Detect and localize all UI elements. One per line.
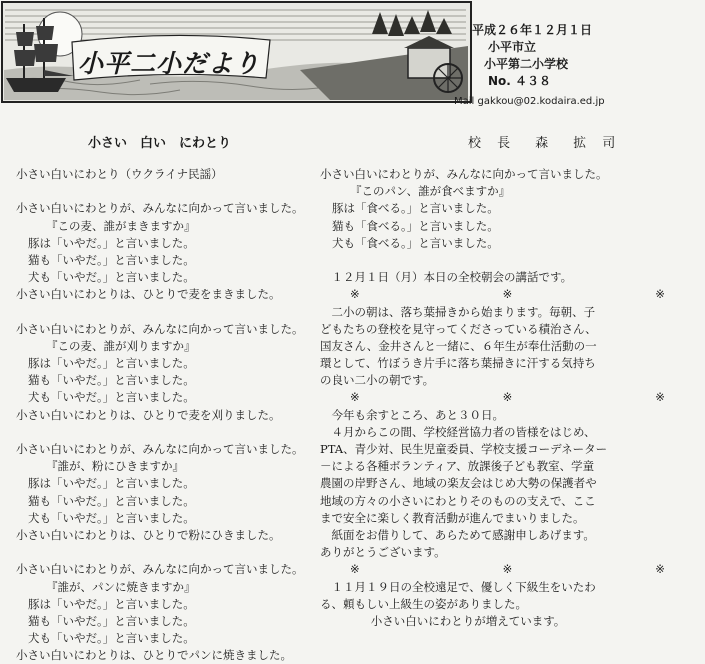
- issue-info: [472, 22, 593, 90]
- text-line: 小さい白いにわとりは、ひとりで麦を刈りました。: [16, 407, 281, 422]
- right-column: [320, 166, 705, 630]
- text-line: 農園の岸野さん、地域の楽友会はじめ大勢の保護者や: [320, 476, 597, 491]
- blank-line: [16, 183, 311, 200]
- text-line: 二小の朝は、落ち葉掃きから始まります。毎朝、子: [320, 304, 596, 319]
- issue-city: 小平市立: [488, 40, 537, 54]
- text-line: 『この麦、誰が刈りますか』: [46, 338, 196, 353]
- issue-school: 小平第二小学校: [484, 57, 569, 71]
- text-line: ありがとうございます。: [320, 545, 446, 560]
- article-author: 校 長 森 拡 司: [468, 136, 622, 151]
- text-line: 豚は「いやだ。」と言いました。: [28, 476, 195, 491]
- blank-line: [320, 252, 616, 269]
- text-line: る、頼もしい上級生の姿がありました。: [320, 596, 527, 611]
- text-line: 小さい白いにわとりが、みんなに向かって言いました。: [16, 201, 304, 216]
- text-line: 紙面をお借りして、あらためて感謝申しあげます。: [320, 527, 595, 542]
- newsletter-title: 小平二小だより: [78, 49, 261, 78]
- text-line: ４月からこの間、学校経営協力者の皆様をはじめ、: [320, 424, 596, 439]
- text-line: 猫も「いやだ。」と言いました。: [28, 613, 195, 628]
- text-line: 小さい白いにわとりが、みんなに向かって言いました。: [16, 562, 304, 577]
- text-line: 猫も「いやだ。」と言いました。: [28, 493, 195, 508]
- text-line: 小さい白いにわとりが、みんなに向かって言いました。: [320, 167, 608, 181]
- text-line: 猫も「いやだ。」と言いました。: [28, 373, 195, 388]
- text-line: 小さい白いにわとりは、ひとりで粉にひきました。: [16, 527, 281, 542]
- text-line: 犬も「いやだ。」と言いました。: [28, 270, 195, 285]
- text-line: 小さい白いにわとりは、ひとりで麦をまきました。: [16, 287, 281, 302]
- text-line: 小さい白いにわとりが、みんなに向かって言いました。: [16, 321, 304, 336]
- text-line: まで安全に楽しく教育活動が進んでまいりました。: [320, 510, 585, 525]
- blank-line: [16, 304, 311, 321]
- text-line: 『このパン、誰が食べますか』: [350, 184, 511, 199]
- masthead: [0, 0, 623, 112]
- text-line: 豚は「食べる。」と言いました。: [332, 201, 499, 216]
- text-line: PTA、青少対、民生児童委員、学校支援コーデネーター: [320, 442, 608, 456]
- text-line: 『誰が、パンに焼きますか』: [46, 579, 196, 594]
- text-line: １２月１日（月）本日の全校朝会の講話です。: [320, 270, 573, 285]
- text-line: ※ ※ ※: [350, 562, 705, 577]
- text-line: 猫も「食べる。」と言いました。: [332, 218, 499, 233]
- text-line: 『誰が、粉にひきますか』: [46, 459, 184, 474]
- text-line: ※ ※ ※: [350, 287, 705, 302]
- text-line: 豚は「いやだ。」と言いました。: [28, 235, 195, 250]
- text-line: 犬も「いやだ。」と言いました。: [28, 510, 195, 525]
- text-line: 小さい白いにわとりは、ひとりでパンに焼きました。: [16, 648, 292, 663]
- text-line: 猫も「いやだ。」と言いました。: [28, 252, 195, 267]
- left-column: [16, 166, 311, 664]
- text-line: １１月１９日の全校遠足で、優しく下級生をいたわ: [320, 579, 596, 594]
- text-line: －による各種ボランティア、放課後子ども教室、学童: [320, 459, 595, 474]
- text-line: ※ ※ ※: [350, 390, 705, 405]
- text-line: 国友さん、金井さんと一緒に、６年生が奉仕活動の一: [320, 338, 597, 353]
- text-line: 犬も「食べる。」と言いました。: [332, 235, 499, 250]
- text-line: 豚は「いやだ。」と言いました。: [28, 356, 195, 371]
- blank-line: [16, 424, 311, 441]
- text-line: 小さい白いにわとりが増えています。: [370, 613, 566, 628]
- text-line: どもたちの登校を見守ってくださっている積治さん、: [320, 321, 597, 336]
- issue-date: 平成２６年１２月１日: [472, 23, 593, 37]
- text-line: 豚は「いやだ。」と言いました。: [28, 596, 195, 611]
- text-line: 小さい白いにわとりが、みんなに向かって言いました。: [16, 442, 304, 456]
- text-line: 『この麦、誰がまきますか』: [46, 218, 196, 233]
- blank-line: [16, 544, 311, 561]
- text-line: 環として、竹ぼうき片手に落ち葉掃きに汗する気持ち: [320, 356, 596, 371]
- text-line: 犬も「いやだ。」と言いました。: [28, 390, 195, 405]
- text-line: の良い二小の朝です。: [320, 373, 435, 388]
- text-line: 小さい白いにわとり（ウクライナ民謡）: [16, 167, 223, 181]
- text-line: 今年も余すところ、あと３０日。: [320, 407, 504, 422]
- issue-number: No. ４３８: [488, 74, 552, 88]
- school-email: Mail gakkou@02.kodaira.ed.jp: [454, 96, 605, 107]
- text-line: 犬も「いやだ。」と言いました。: [28, 631, 195, 646]
- text-line: 地域の方々の小さいにわとりそのものの支えで、ここ: [320, 493, 596, 508]
- article-title: 小さい 白い にわとり: [88, 136, 232, 151]
